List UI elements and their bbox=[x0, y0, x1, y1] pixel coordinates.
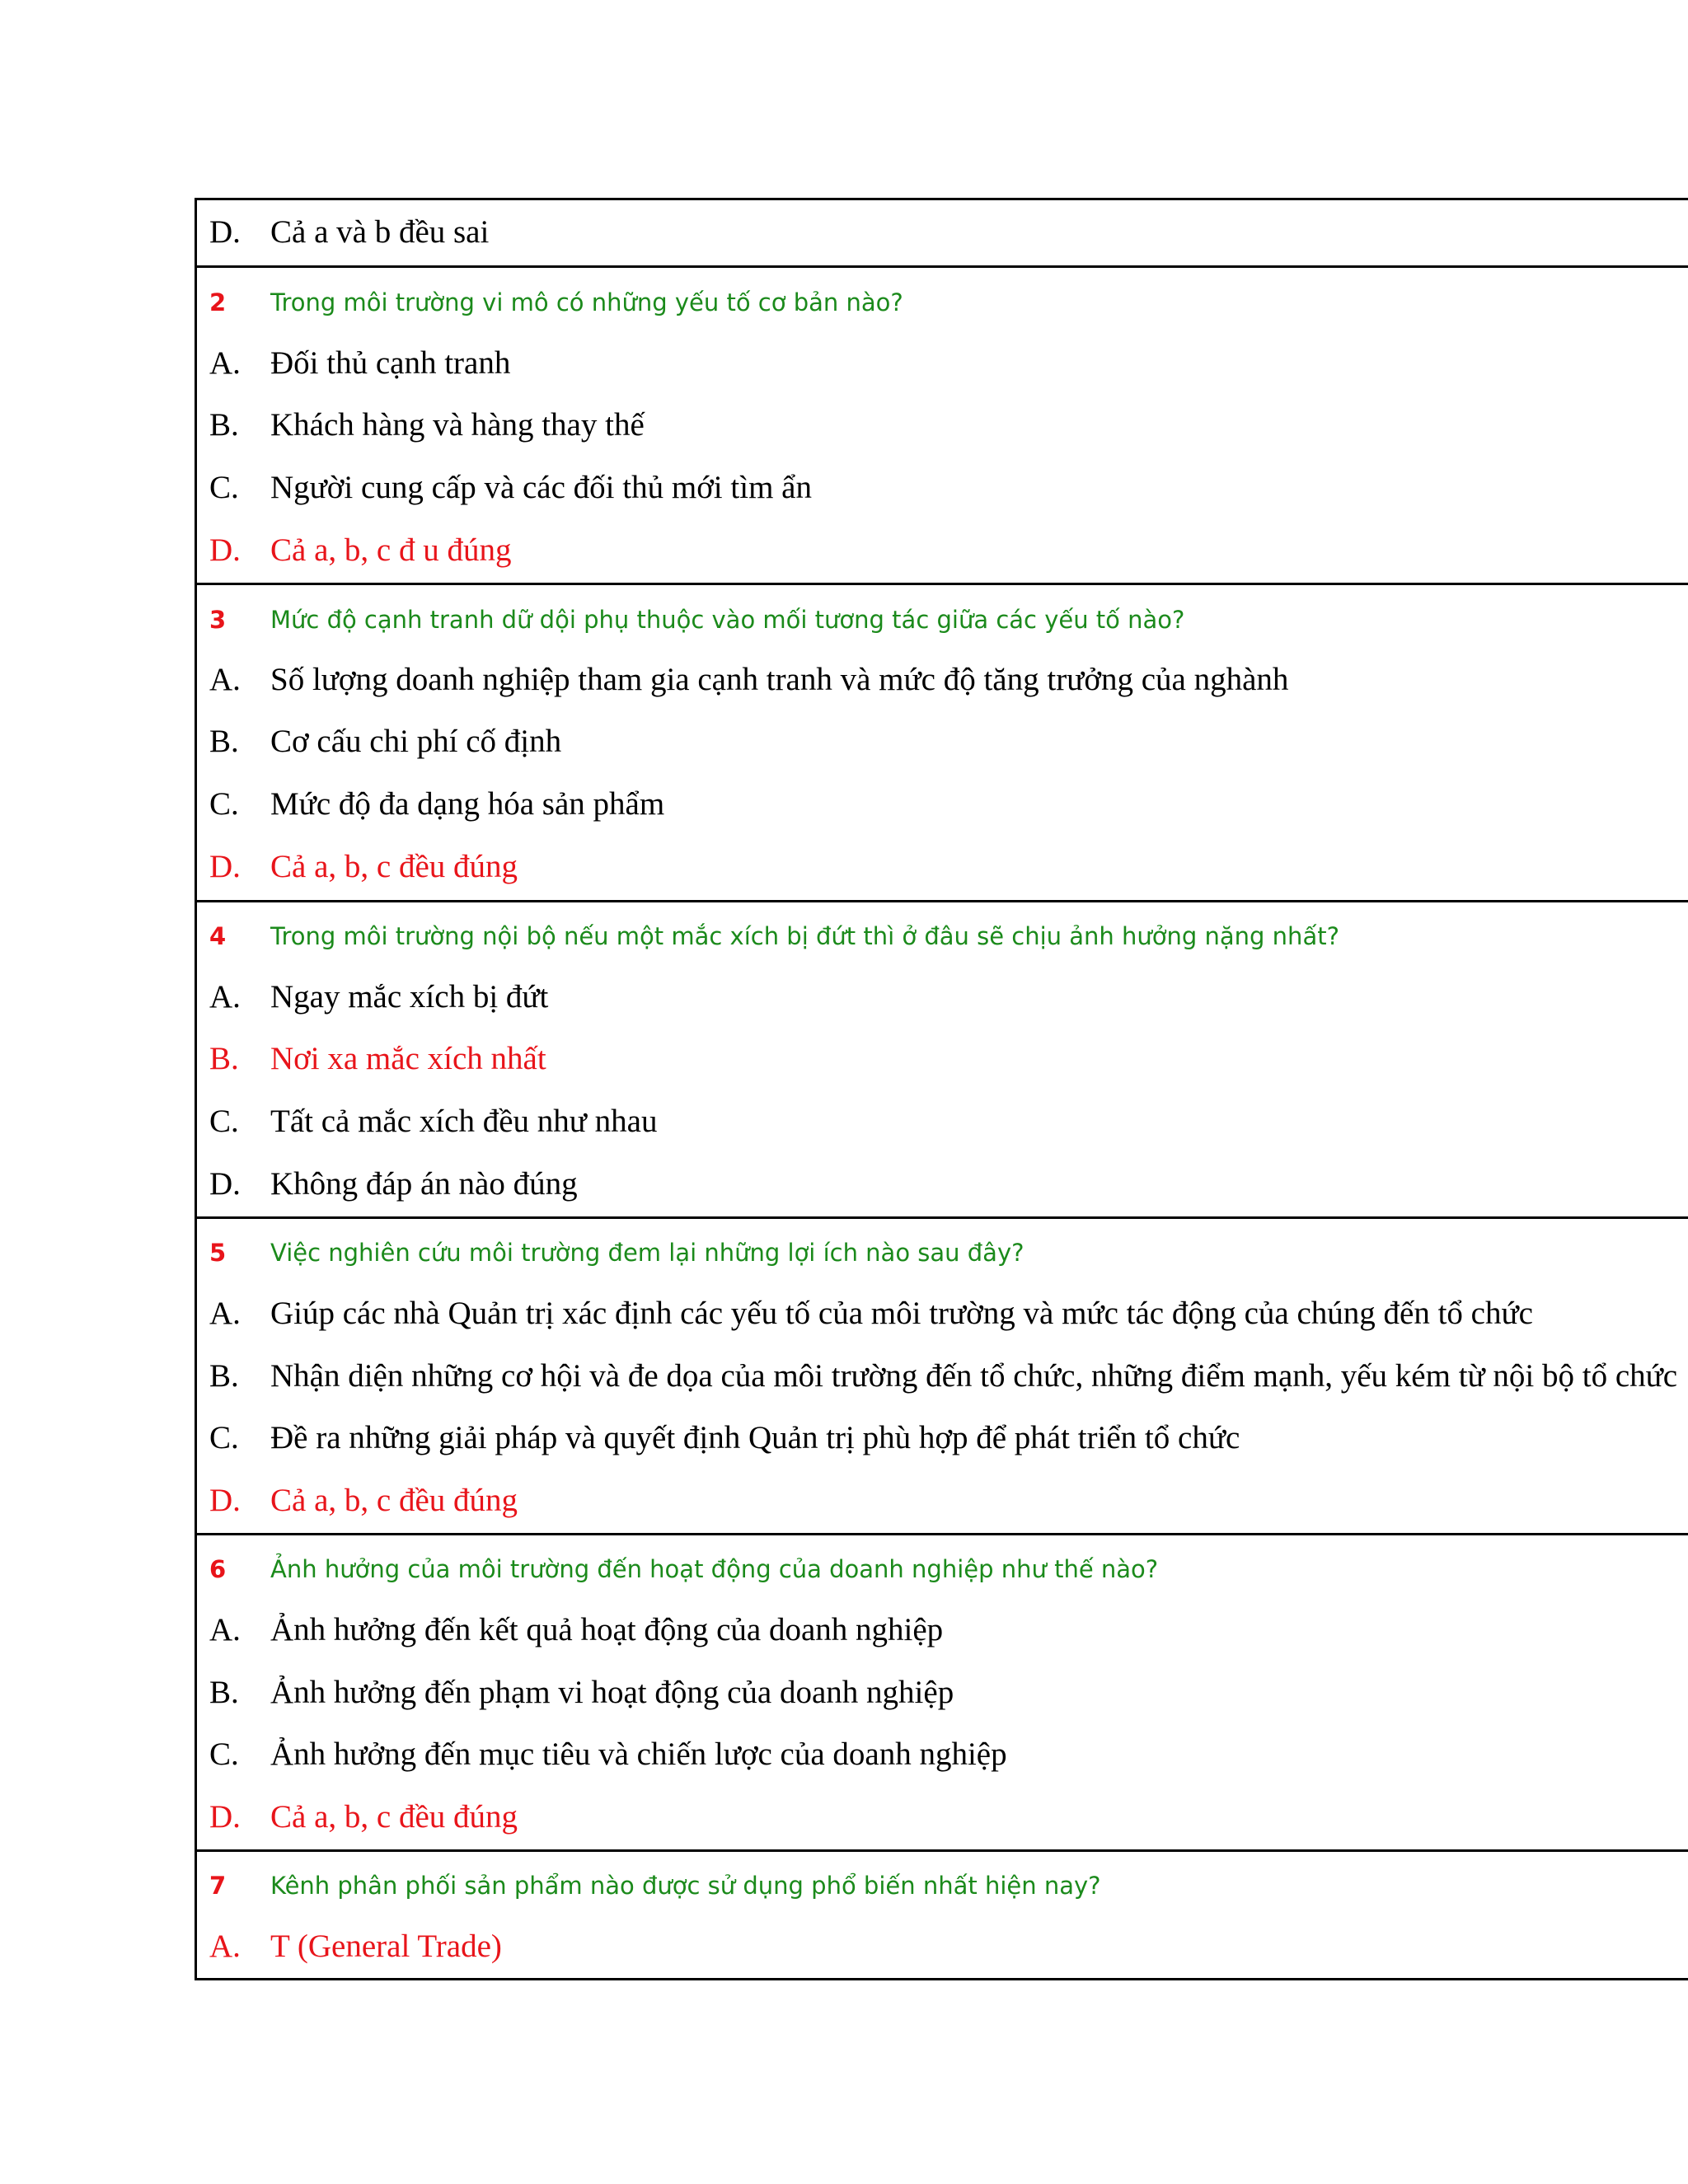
row-divider bbox=[195, 1216, 1688, 1219]
option-letter: A. bbox=[209, 1612, 241, 1647]
correct-option-letter: D. bbox=[209, 1799, 241, 1835]
option-text: Người cung cấp và các đối thủ mới tìm ẩn bbox=[270, 470, 812, 505]
row-divider bbox=[195, 900, 1688, 902]
row-divider bbox=[195, 265, 1688, 268]
question-number: 7 bbox=[209, 1872, 227, 1900]
option-text: Tất cả mắc xích đều như nhau bbox=[270, 1104, 658, 1139]
correct-option-text: Cả a, b, c đều đúng bbox=[270, 1483, 518, 1518]
row-divider bbox=[195, 1533, 1688, 1535]
option-letter: B. bbox=[209, 407, 239, 443]
question-number: 2 bbox=[209, 288, 227, 316]
question-text: Kênh phân phối sản phẩm nào được sử dụng phổ biến nhất hiện nay? bbox=[270, 1872, 1101, 1900]
option-text: Ảnh hưởng đến phạm vi hoạt động của doanh nghiệp bbox=[270, 1675, 954, 1710]
option-text: Ảnh hưởng đến mục tiêu và chiến lược của doanh nghiệp bbox=[270, 1736, 1007, 1772]
option-text: Cơ cấu chi phí cố định bbox=[270, 724, 562, 759]
option-text: Nhận diện những cơ hội và đe dọa của môi trường đến tổ chức, những điểm mạnh, yếu kém từ nội bộ tổ chức bbox=[270, 1358, 1678, 1394]
question-text: Mức độ cạnh tranh dữ dội phụ thuộc vào mối tương tác giữa các yếu tố nào? bbox=[270, 606, 1185, 634]
option-text: Đề ra những giải pháp và quyết định Quản trị phù hợp để phát triển tổ chức bbox=[270, 1420, 1240, 1455]
correct-option-text: Nơi xa mắc xích nhất bbox=[270, 1041, 546, 1076]
correct-option-text: T (General Trade) bbox=[270, 1929, 502, 1964]
correct-option-letter: D. bbox=[209, 849, 241, 884]
option-text: Khách hàng và hàng thay thế bbox=[270, 407, 645, 443]
option-letter: A. bbox=[209, 1296, 241, 1331]
question-number: 3 bbox=[209, 606, 227, 634]
option-text: Không đáp án nào đúng bbox=[270, 1166, 578, 1202]
option-text: Cả a và b đều sai bbox=[270, 214, 490, 250]
option-text: Mức độ đa dạng hóa sản phẩm bbox=[270, 786, 665, 822]
option-letter: C. bbox=[209, 786, 239, 822]
row-divider bbox=[195, 1849, 1688, 1852]
option-letter: B. bbox=[209, 724, 239, 759]
option-letter: D. bbox=[209, 214, 241, 250]
question-text: Trong môi trường vi mô có những yếu tố cơ bản nào? bbox=[270, 288, 903, 316]
option-letter: C. bbox=[209, 1420, 239, 1455]
option-letter: C. bbox=[209, 1104, 239, 1139]
quiz-table bbox=[195, 198, 1688, 1980]
question-text: Ảnh hưởng của môi trường đến hoạt động của doanh nghiệp như thế nào? bbox=[270, 1555, 1159, 1583]
correct-option-letter: D. bbox=[209, 532, 241, 568]
correct-option-letter: A. bbox=[209, 1929, 241, 1964]
option-letter: A. bbox=[209, 345, 241, 381]
option-text: Giúp các nhà Quản trị xác định các yếu tố của môi trường và mức tác động của chúng đến tổ chức bbox=[270, 1296, 1533, 1331]
question-number: 6 bbox=[209, 1555, 227, 1583]
question-text: Việc nghiên cứu môi trường đem lại những lợi ích nào sau đây? bbox=[270, 1239, 1025, 1267]
question-number: 5 bbox=[209, 1239, 227, 1267]
option-letter: B. bbox=[209, 1675, 239, 1710]
option-letter: C. bbox=[209, 470, 239, 505]
option-text: Số lượng doanh nghiệp tham gia cạnh tranh và mức độ tăng trưởng của nghành bbox=[270, 662, 1289, 697]
option-text: Ảnh hưởng đến kết quả hoạt động của doanh nghiệp bbox=[270, 1612, 944, 1647]
correct-option-text: Cả a, b, c đ u đúng bbox=[270, 532, 512, 568]
correct-option-text: Cả a, b, c đều đúng bbox=[270, 849, 518, 884]
option-letter: B. bbox=[209, 1358, 239, 1394]
option-letter: D. bbox=[209, 1166, 241, 1202]
option-text: Đối thủ cạnh tranh bbox=[270, 345, 511, 381]
correct-option-letter: B. bbox=[209, 1041, 239, 1076]
option-letter: A. bbox=[209, 979, 241, 1015]
option-letter: C. bbox=[209, 1736, 239, 1772]
question-number: 4 bbox=[209, 922, 227, 950]
correct-option-text: Cả a, b, c đều đúng bbox=[270, 1799, 518, 1835]
row-divider bbox=[195, 583, 1688, 585]
option-letter: A. bbox=[209, 662, 241, 697]
option-text: Ngay mắc xích bị đứt bbox=[270, 979, 549, 1015]
correct-option-letter: D. bbox=[209, 1483, 241, 1518]
question-text: Trong môi trường nội bộ nếu một mắc xích bị đứt thì ở đâu sẽ chịu ảnh hưởng nặng nhất? bbox=[270, 922, 1339, 950]
